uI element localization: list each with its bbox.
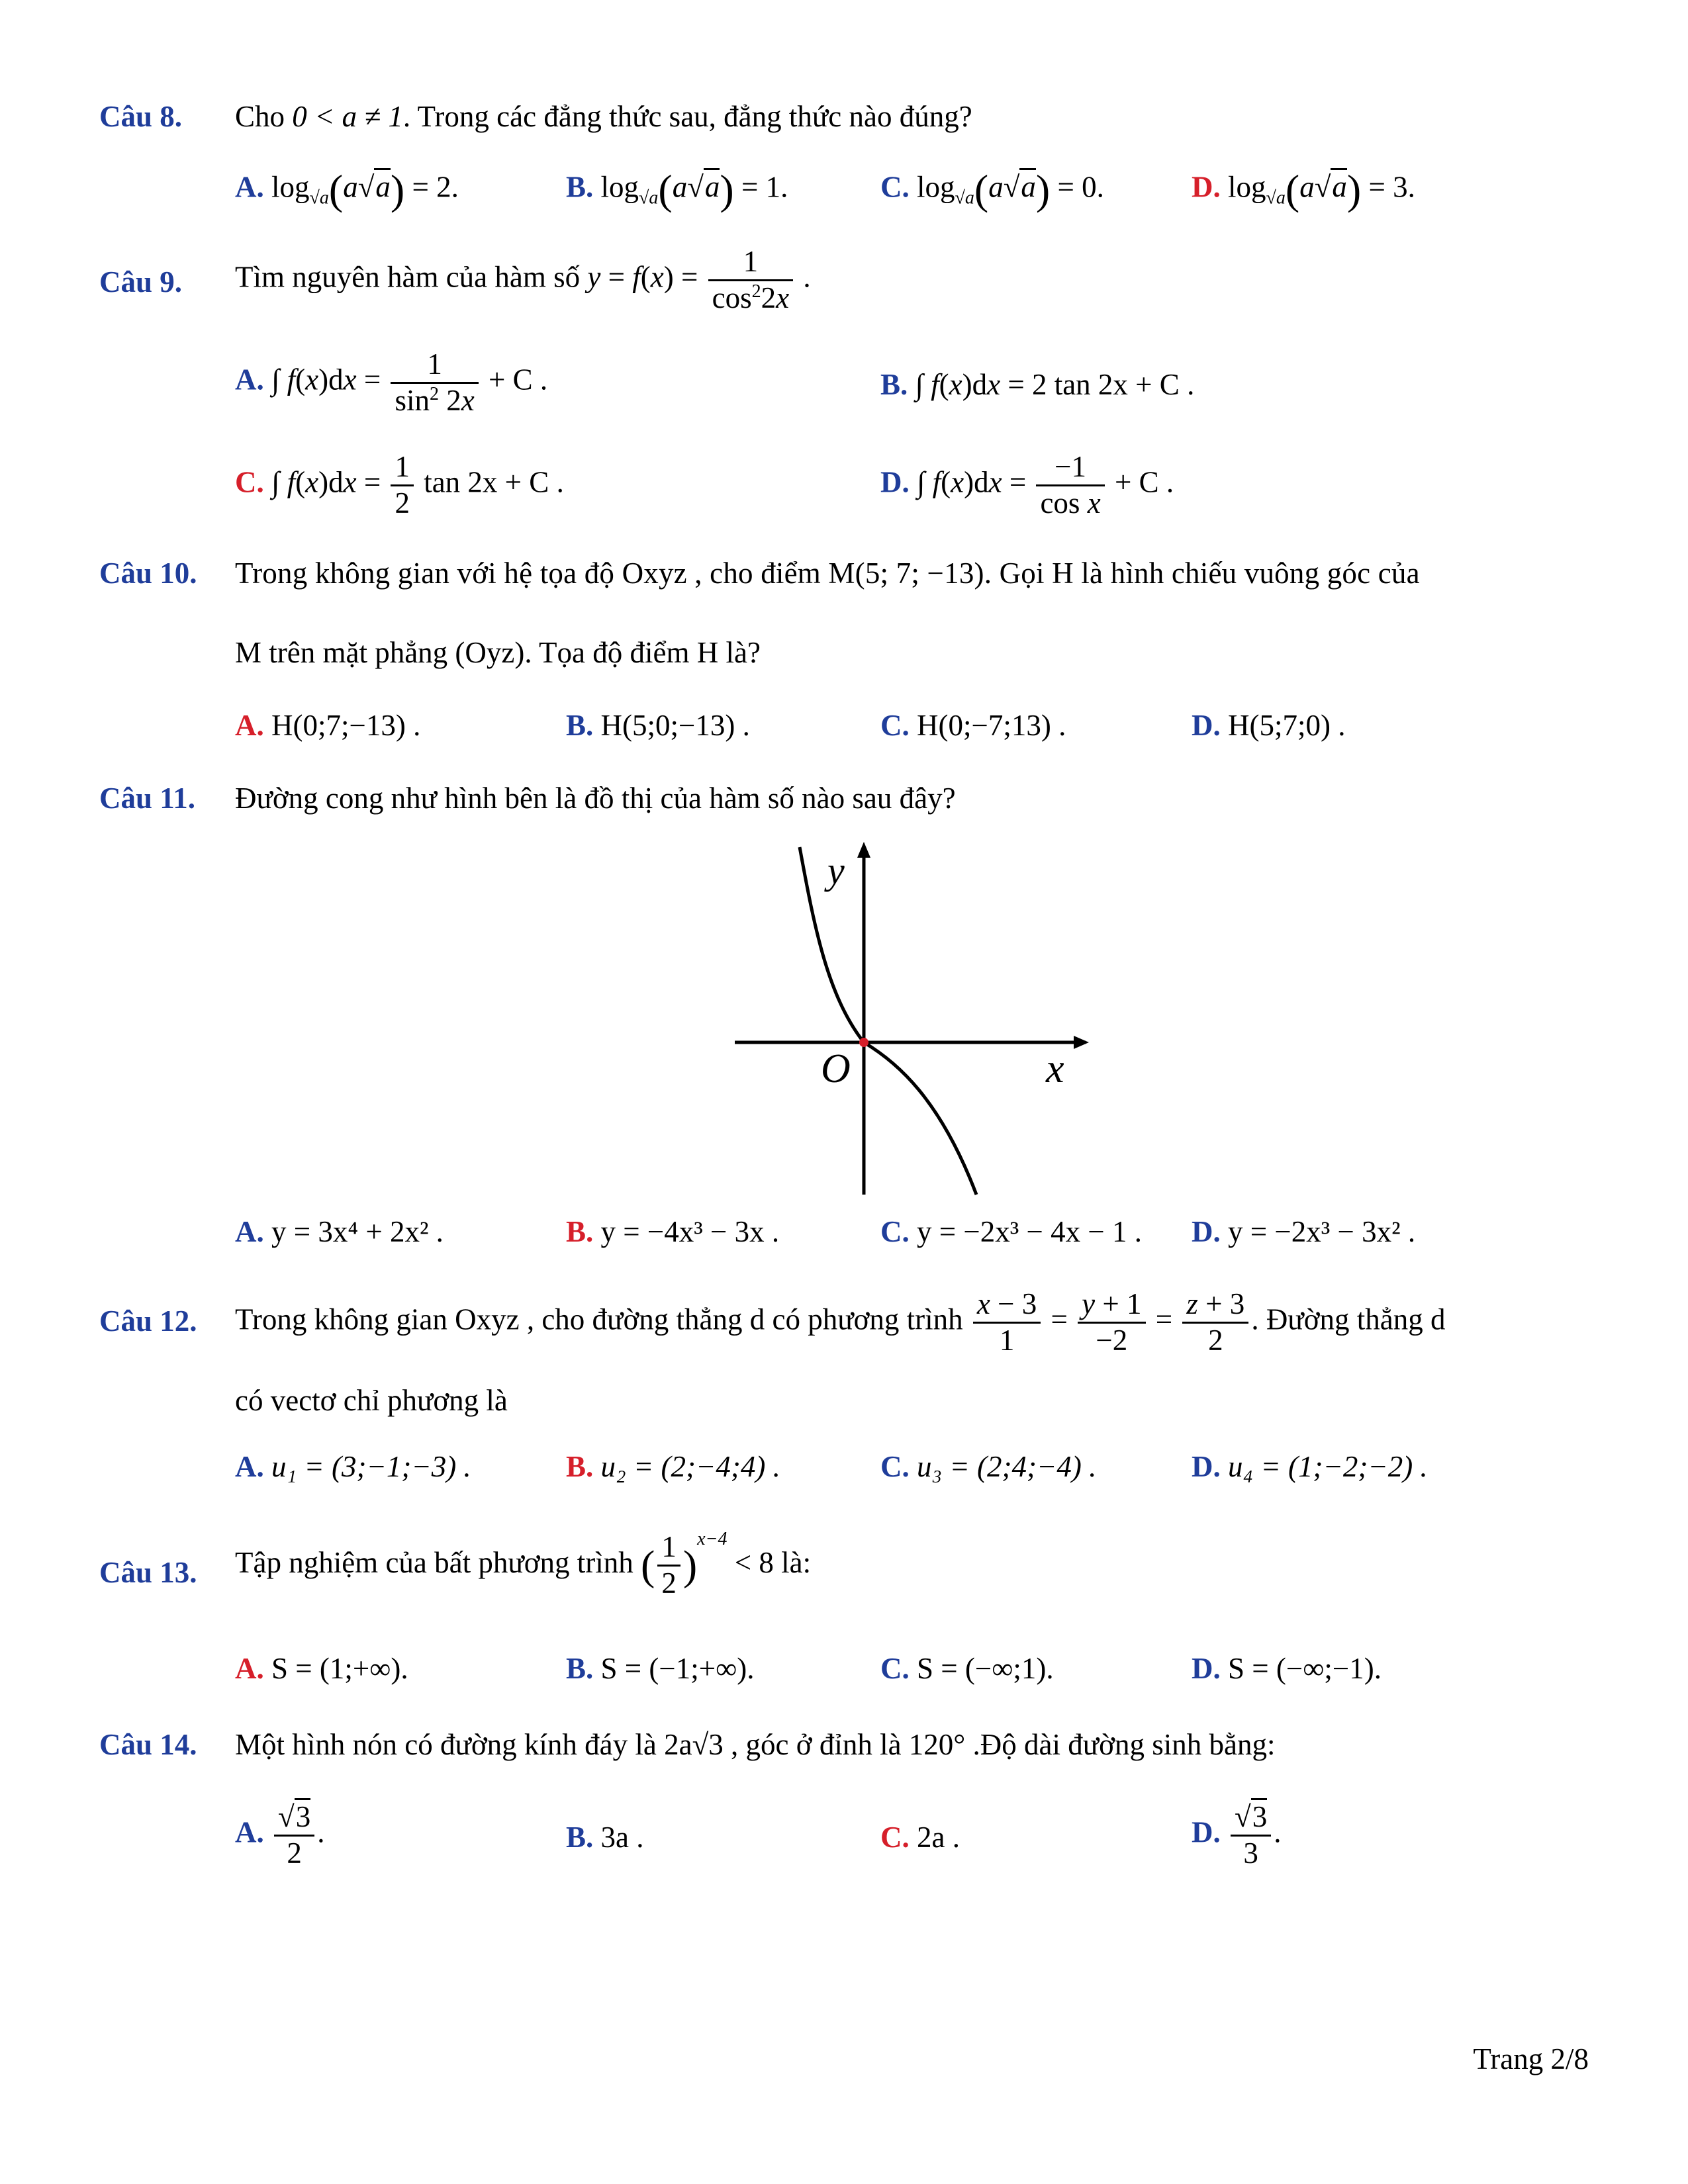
- option-d[interactable]: D. H(5;7;0) .: [1192, 709, 1346, 742]
- condition-math: 0 < a ≠ 1: [292, 100, 403, 133]
- option-c[interactable]: C. $\log_{√a}(a√a) = 0$.: [880, 166, 1104, 213]
- option-c[interactable]: C. S = (−∞;1).: [880, 1652, 1054, 1685]
- option-a[interactable]: A. u₁ = (3;−1;−3) .: [235, 1450, 471, 1483]
- option-a[interactable]: A. $\frac{√3}{2}$ .: [235, 1800, 324, 1871]
- option-c[interactable]: C. u₃ = (2;4;−4) .: [880, 1450, 1097, 1483]
- option-a[interactable]: A. H(0;7;−13) .: [235, 709, 421, 742]
- option-d[interactable]: D. S = (−∞;−1).: [1192, 1652, 1382, 1685]
- question-label: Câu 13.: [99, 1556, 197, 1589]
- option-b[interactable]: B. $\log_{√a}(a√a) = 1$.: [566, 166, 788, 213]
- option-a[interactable]: A. ∫ f(x)dx = $\frac{1}{\sin^2 2x}$ + C .: [235, 347, 548, 417]
- page-number: Trang 2/8: [1473, 2042, 1589, 2075]
- option-c[interactable]: C. ∫ f(x)dx = $\frac{1}{2}$ tan 2x + C .: [235, 450, 564, 520]
- option-a[interactable]: A. y = 3x⁴ + 2x² .: [235, 1215, 444, 1248]
- option-a[interactable]: A. S = (1;+∞).: [235, 1652, 408, 1685]
- option-c[interactable]: C. y = −2x³ − 4x − 1 .: [880, 1215, 1143, 1248]
- question-text: Tìm nguyên hàm của hàm số y = f(x) = $\frac{1}{\cos^22x}$ .: [235, 245, 811, 314]
- question-label: Câu 11.: [99, 782, 196, 815]
- y-axis-label: y: [827, 849, 845, 892]
- origin-label: O: [821, 1046, 851, 1091]
- option-b[interactable]: B. 3a .: [566, 1821, 644, 1854]
- question-text: Cho 0 < a ≠ 1. Trong các đẳng thức sau, đẳng thức nào đúng?: [235, 100, 972, 133]
- question-text-line1: Trong không gian với hệ tọa độ Oxyz , cho điểm M(5; 7; −13). Gọi H là hình chiếu vuông góc của: [235, 557, 1420, 590]
- x-axis-label: x: [1046, 1046, 1064, 1091]
- option-a[interactable]: A. $\log_{√a}(a√a) = 2$.: [235, 166, 459, 213]
- option-d[interactable]: D. y = −2x³ − 3x² .: [1192, 1215, 1416, 1248]
- option-d[interactable]: D. u₄ = (1;−2;−2) .: [1192, 1450, 1428, 1483]
- x-axis-arrow: [1074, 1036, 1089, 1049]
- question-text: Tập nghiệm của bất phương trình ( $\frac{1}{2}$ )$^{x-4}$ < 8 là:: [235, 1529, 812, 1600]
- question-label: Câu 10.: [99, 557, 197, 590]
- option-b[interactable]: B. u₂ = (2;−4;4) .: [566, 1450, 780, 1483]
- option-c[interactable]: C. 2a .: [880, 1821, 960, 1854]
- question-text: Trong không gian Oxyz , cho đường thẳng d có phương trình $\frac{x - 3}{1}$ = $\frac{y + 1}{-2}$ = $\frac{z + 3}{2}$ . Đường thẳng d: [235, 1287, 1446, 1357]
- y-axis-arrow: [857, 842, 870, 858]
- question-label: Câu 14.: [99, 1728, 197, 1761]
- question-label: Câu 9.: [99, 265, 183, 298]
- question-text-line2: M trên mặt phẳng (Oyz). Tọa độ điểm H là?: [235, 636, 761, 669]
- option-d[interactable]: D. $\log_{√a}(a√a) = 3$.: [1192, 166, 1415, 213]
- option-c[interactable]: C. H(0;−7;13) .: [880, 709, 1066, 742]
- question-text: Đường cong như hình bên là đồ thị của hàm số nào sau đây?: [235, 782, 956, 815]
- option-b[interactable]: B. S = (−1;+∞).: [566, 1652, 755, 1685]
- option-b[interactable]: B. y = −4x³ − 3x .: [566, 1215, 780, 1248]
- question-label: Câu 12.: [99, 1304, 197, 1338]
- function-graph: [728, 834, 1099, 1205]
- option-b[interactable]: B. H(5;0;−13) .: [566, 709, 750, 742]
- origin-point: [859, 1038, 868, 1047]
- question-text: Một hình nón có đường kính đáy là 2a√3 , góc ở đỉnh là 120° .Độ dài đường sinh bằng:: [235, 1728, 1276, 1761]
- option-d[interactable]: D. ∫ f(x)dx = $\frac{-1}{\text{cos x}}$ + C .: [880, 450, 1174, 520]
- option-d[interactable]: D. $\frac{√3}{3}$ .: [1192, 1800, 1281, 1871]
- question-label: Câu 8.: [99, 100, 183, 133]
- option-b[interactable]: B. ∫ f(x)dx = 2 tan 2x + C .: [880, 368, 1195, 401]
- question-text-line2: có vectơ chỉ phương là: [235, 1384, 508, 1417]
- curve: [800, 847, 976, 1195]
